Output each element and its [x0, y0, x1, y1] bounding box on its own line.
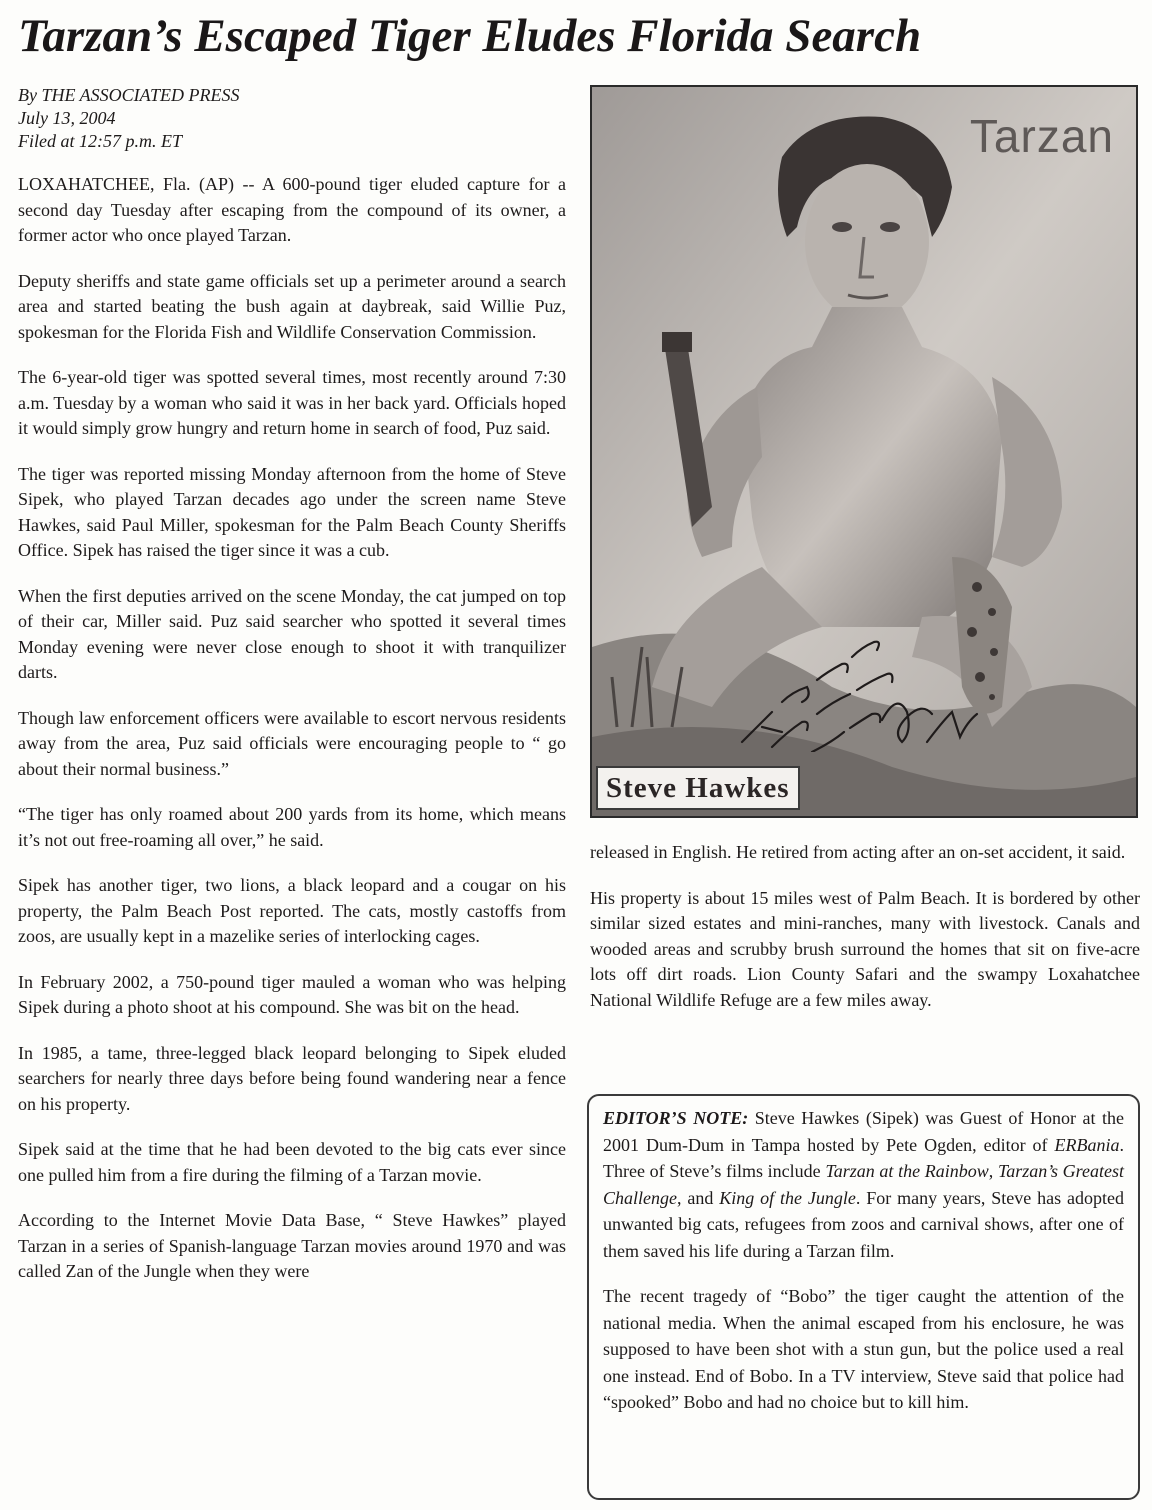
editors-note-box — [587, 1094, 1140, 1500]
film-title: Tarzan’s Greatest Challenge — [603, 1161, 1124, 1208]
article-paragraph: Though law enforcement officers were available to escort nervous residents away from the area, Puz said officials were encouraging people to “ go about their normal business.” — [18, 707, 566, 779]
headline: Tarzan’s Escaped Tiger Eludes Florida Search — [18, 10, 922, 62]
editors-note-text: Steve Hawkes (Sipek) was Guest of Honor at the 2001 Dum-Dum in Tampa hosted by Pete Ogden, editor of — [603, 1108, 1125, 1155]
article-paragraph: His property is about 15 miles west of Palm Beach. It is bordered by other similar sized estates and mini-ranches, many with livestock. Canals and wooded areas and scrubby brush surround the homes that sit on five-acre lots off dirt roads. Lion County Safari and the swampy Loxahatchee National Wildlife Refuge are a few miles away. — [590, 887, 1140, 1010]
article-left-column — [18, 172, 566, 1305]
editors-note-paragraph: The recent tragedy of “Bobo” the tiger caught the attention of the national media. When the animal escaped from his enclosure, he was supposed to have been shot with a stun gun, but the police used a real one instead. End of Bobo. In a TV interview, Steve said that police had “spooked” Bobo and had no choice but to kill him. — [603, 1286, 1124, 1412]
article-paragraph: LOXAHATCHEE, Fla. (AP) -- A 600-pound tiger eluded capture for a second day Tuesday after escaping from the compound of its owner, a former actor who once played Tarzan. — [18, 174, 566, 245]
article-paragraph: According to the Internet Movie Data Base, “ Steve Hawkes” played Tarzan in a series of Spanish-language Tarzan movies around 1970 and was called Zan of the Jungle when they were — [18, 1210, 566, 1281]
editors-note-label: EDITOR’S NOTE: — [603, 1108, 749, 1128]
separator: , — [988, 1161, 998, 1181]
tarzan-photo — [590, 85, 1138, 818]
byline — [18, 84, 578, 153]
article-paragraph: The tiger was reported missing Monday afternoon from the home of Steve Sipek, who played Tarzan decades ago under the screen name Steve Hawkes, said Paul Miller, spokesman for the Palm Beach County Sheriffs Office. Sipek has raised the tiger since it was a cub. — [18, 463, 566, 560]
article-paragraph: Sipek has another tiger, two lions, a black leopard and a cougar on his property, the Palm Beach Post reported. The cats, mostly castoffs from zoos, are usually kept in a mazelike series of interlocking cages. — [18, 875, 566, 946]
film-title: King of the Jungle — [719, 1187, 856, 1208]
byline-date: July 13, 2004 — [18, 108, 116, 128]
handwritten-autograph — [732, 602, 982, 752]
article-paragraph: In February 2002, a 750-pound tiger mauled a woman who was helping Sipek during a photo shoot at his compound. She was bit on the head. — [18, 971, 566, 1017]
article-right-column — [590, 840, 1140, 1033]
film-title: Tarzan at the Rainbow — [825, 1161, 989, 1181]
article-paragraph: “The tiger has only roamed about 200 yards from its home, which means it’s not out free-roaming all over,” he said. — [18, 804, 566, 850]
editors-note-text: . Three of Steve’s films include — [603, 1134, 1124, 1181]
publication-title: ERBania — [1054, 1134, 1120, 1155]
article-paragraph: Deputy sheriffs and state game officials set up a perimeter around a search area and started beating the bush again at daybreak, said Willie Puz, spokesman for the Florida Fish and Wildlife Conservation Commission. — [18, 270, 566, 342]
photo-title: Tarzan — [969, 110, 1114, 162]
byline-agency: By THE ASSOCIATED PRESS — [18, 85, 240, 105]
photo-caption: Steve Hawkes — [596, 766, 800, 810]
article-paragraph: The 6-year-old tiger was spotted several times, most recently around 7:30 a.m. Tuesday by a woman who said it was in her back yard. Officials hoped it would simply grow hungry and return home in search of food, Puz said. — [18, 367, 566, 438]
separator: , and — [677, 1187, 720, 1208]
article-paragraph: released in English. He retired from acting after an on-set accident, it said. — [590, 842, 1126, 862]
article-paragraph: When the first deputies arrived on the scene Monday, the cat jumped on top of their car, Miller said. Puz said searcher who spotted it several times Monday evening were never close enough to shoot it with tranquilizer darts. — [18, 585, 566, 682]
editors-note-paragraph — [603, 1105, 1124, 1264]
byline-filed-time: Filed at 12:57 p.m. ET — [18, 131, 182, 151]
editors-note-text: . For many years, Steve has adopted unwanted big cats, refugees from zoos and carnival shows, after one of them saved his life during a Tarzan film. — [603, 1187, 1124, 1261]
article-paragraph: In 1985, a tame, three-legged black leopard belonging to Sipek eluded searchers for nearly three days before being found wandering near a fence on his property. — [18, 1042, 566, 1114]
article-paragraph: Sipek said at the time that he had been devoted to the big cats ever since one pulled him from a fire during the filming of a Tarzan movie. — [18, 1139, 566, 1185]
